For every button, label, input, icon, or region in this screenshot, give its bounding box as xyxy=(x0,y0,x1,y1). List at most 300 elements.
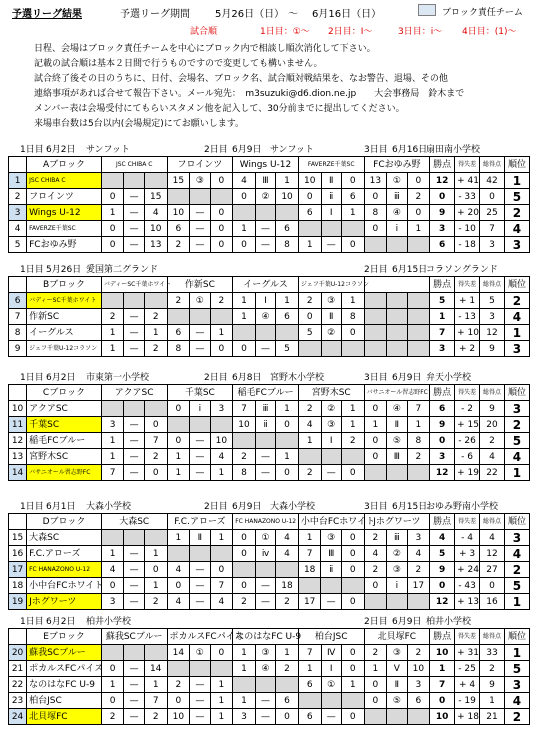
score-cell: 8 xyxy=(407,433,430,449)
score-cell: 7 xyxy=(233,401,256,417)
goal-diff-value: - 25 xyxy=(455,661,480,677)
score-cell: ③ xyxy=(190,173,210,189)
score-cell: 1 xyxy=(276,645,299,661)
team-name: 蘇我SCブルー xyxy=(27,645,102,661)
goals-for-value: 2 xyxy=(480,433,505,449)
team-number: 22 xyxy=(9,677,27,693)
score-cell xyxy=(321,693,341,709)
score-cell: ② xyxy=(255,189,275,205)
dayinfo-text: 1日目 xyxy=(20,145,44,155)
score-cell: 3 xyxy=(101,417,124,433)
score-cell xyxy=(101,401,124,417)
score-cell: ④ xyxy=(255,309,275,325)
score-cell xyxy=(341,693,364,709)
score-cell xyxy=(407,293,430,309)
row-number-header xyxy=(9,277,27,293)
opponent-column-header: バサニオール習志野FC xyxy=(364,385,430,401)
score-cell xyxy=(190,309,210,325)
score-cell: 10 xyxy=(407,661,430,677)
goals-for-value: 2 xyxy=(480,661,505,677)
rank-value: 2 xyxy=(504,417,529,433)
block-table xyxy=(8,384,530,481)
opponent-column-header: Jホグワーツ xyxy=(364,514,430,530)
goal-diff-value: + 31 xyxy=(455,645,480,661)
points-value: 0 xyxy=(430,433,455,449)
points-value: 5 xyxy=(430,293,455,309)
score-cell: 10 xyxy=(298,173,321,189)
score-cell: 3 xyxy=(210,401,233,417)
score-cell: 1 xyxy=(407,221,430,237)
team-name: フロインツ xyxy=(27,189,102,205)
score-cell: 17 xyxy=(298,594,321,610)
team-row xyxy=(9,189,530,205)
score-cell: 1 xyxy=(298,661,321,677)
score-cell: 0 xyxy=(233,237,256,253)
block-section xyxy=(8,370,530,481)
score-cell: 4 xyxy=(144,205,167,221)
team-number: 16 xyxy=(9,546,27,562)
score-cell xyxy=(124,401,144,417)
points-header: 勝点 xyxy=(430,514,455,530)
goals-for-value: 4 xyxy=(480,530,505,546)
goals-for-value: 4 xyxy=(480,449,505,465)
score-cell: 2 xyxy=(210,293,233,309)
dayinfo-text: 2日目 xyxy=(204,145,228,155)
score-cell: 6 xyxy=(167,325,190,341)
goals-for-value: 12 xyxy=(480,325,505,341)
points-value: 9 xyxy=(430,417,455,433)
score-cell xyxy=(101,645,124,661)
rank-value: 4 xyxy=(504,449,529,465)
score-cell: — xyxy=(190,341,210,357)
score-cell xyxy=(407,465,430,481)
dayinfo-text: 6月9日 xyxy=(392,373,422,383)
header xyxy=(0,0,538,132)
score-cell: — xyxy=(321,709,341,725)
score-cell xyxy=(276,677,299,693)
team-row xyxy=(9,433,530,449)
score-cell xyxy=(387,594,407,610)
score-cell: 2 xyxy=(298,293,321,309)
score-cell: 0 xyxy=(233,546,256,562)
score-cell: 1 xyxy=(298,530,321,546)
team-row xyxy=(9,401,530,417)
score-cell: 1 xyxy=(101,449,124,465)
score-cell: 6 xyxy=(298,677,321,693)
rank-header: 順位 xyxy=(504,629,529,645)
goals-for-value: 3 xyxy=(480,309,505,325)
row-number-header xyxy=(9,629,27,645)
score-cell xyxy=(298,578,321,594)
dayinfo-text: 愛国第二グランド xyxy=(86,265,159,275)
points-value: 6 xyxy=(430,237,455,253)
score-cell xyxy=(341,221,364,237)
score-cell xyxy=(276,433,299,449)
score-cell: 1 xyxy=(407,417,430,433)
points-value: 12 xyxy=(430,173,455,189)
score-cell: 0 xyxy=(341,661,364,677)
score-cell: 14 xyxy=(167,645,190,661)
dayinfo-text: 1日目 xyxy=(20,617,44,627)
dayinfo-text: 柏井小学校 xyxy=(426,617,472,627)
dayinfo-text: 宮野木小学校 xyxy=(270,373,325,383)
score-cell: 7 xyxy=(101,465,124,481)
goals-for-header: 総得点 xyxy=(480,157,505,173)
order-label: 試合順 xyxy=(190,27,218,37)
team-number: 23 xyxy=(9,693,27,709)
score-cell: ⅳ xyxy=(255,546,275,562)
score-cell xyxy=(321,449,341,465)
period-label: 予選リーグ期間 xyxy=(120,9,190,20)
score-cell: ⅱ xyxy=(321,189,341,205)
points-value: 1 xyxy=(430,661,455,677)
score-cell: Ⅲ xyxy=(387,449,407,465)
score-cell: 2 xyxy=(167,293,190,309)
goal-diff-header: 得失差 xyxy=(455,629,480,645)
dayinfo-text: 6月15日 xyxy=(392,502,428,512)
score-cell: — xyxy=(255,449,275,465)
block-table xyxy=(8,628,530,725)
score-cell: 2 xyxy=(144,594,167,610)
opponent-column-header xyxy=(364,277,430,293)
score-cell: 7 xyxy=(144,693,167,709)
goals-for-header: 総得点 xyxy=(480,385,505,401)
points-value: 0 xyxy=(430,693,455,709)
score-cell: — xyxy=(124,417,144,433)
score-cell: 7 xyxy=(298,546,321,562)
score-cell: 0 xyxy=(364,578,387,594)
block-section xyxy=(8,142,530,253)
team-name: 小中台FCホワイト xyxy=(27,578,102,594)
team-name: 千葉SC xyxy=(27,417,102,433)
block-header-row xyxy=(9,629,530,645)
opponent-column-header: ポカルスFCパイス xyxy=(167,629,233,645)
score-cell: — xyxy=(124,661,144,677)
rank-value: 5 xyxy=(504,578,529,594)
score-cell xyxy=(255,562,275,578)
goal-diff-value: - 19 xyxy=(455,693,480,709)
score-cell: 14 xyxy=(144,661,167,677)
goal-diff-value: + 10 xyxy=(455,325,480,341)
score-cell: 2 xyxy=(276,661,299,677)
goals-for-value: 27 xyxy=(480,562,505,578)
points-value: 3 xyxy=(430,341,455,357)
rank-value: 3 xyxy=(504,341,529,357)
score-cell: 0 xyxy=(210,645,233,661)
team-row xyxy=(9,530,530,546)
team-name: バディーSC千葉ホワイト xyxy=(27,293,102,309)
score-cell: — xyxy=(124,221,144,237)
goals-for-value: 20 xyxy=(480,417,505,433)
points-value: 9 xyxy=(430,205,455,221)
score-cell xyxy=(233,205,256,221)
score-cell: 1 xyxy=(298,433,321,449)
score-cell: — xyxy=(190,677,210,693)
score-cell xyxy=(276,325,299,341)
score-cell xyxy=(167,309,190,325)
score-cell: 8 xyxy=(364,205,387,221)
opponent-column-header: イーグルス xyxy=(233,277,299,293)
dayinfo-text: 1日目 xyxy=(20,265,44,275)
score-cell: ③ xyxy=(387,562,407,578)
score-cell: 4 xyxy=(276,530,299,546)
score-cell: 1 xyxy=(364,661,387,677)
score-cell xyxy=(144,645,167,661)
goals-for-header: 総得点 xyxy=(480,277,505,293)
score-cell: 0 xyxy=(167,693,190,709)
note-line: 試合終了後その日のうちに、日付、会場名、ブロック名、試合順対戦結果を、なお警告、退場、その他 xyxy=(34,74,448,84)
score-cell: 2 xyxy=(167,677,190,693)
score-cell: ① xyxy=(190,645,210,661)
score-cell: 1 xyxy=(276,173,299,189)
score-cell: 10 xyxy=(144,221,167,237)
score-cell xyxy=(124,645,144,661)
score-cell: ① xyxy=(255,530,275,546)
score-cell xyxy=(190,417,210,433)
team-name: FCおゆみ野 xyxy=(27,237,102,253)
score-cell: 1 xyxy=(298,237,321,253)
score-cell: 2 xyxy=(407,449,430,465)
team-row xyxy=(9,709,530,725)
team-name: F.C.アローズ xyxy=(27,546,102,562)
dayinfo-text: サンフット xyxy=(86,145,130,155)
score-cell xyxy=(364,309,387,325)
score-cell: 3 xyxy=(101,594,124,610)
dayinfo-text: 柏井小学校 xyxy=(86,617,132,627)
score-cell: 5 xyxy=(298,325,321,341)
score-cell: 0 xyxy=(407,173,430,189)
team-number: 3 xyxy=(9,205,27,221)
goals-for-value: 9 xyxy=(480,401,505,417)
score-cell: 2 xyxy=(167,237,190,253)
rank-value: 5 xyxy=(504,189,529,205)
score-cell: 6 xyxy=(276,221,299,237)
points-value: 12 xyxy=(430,465,455,481)
score-cell: ⅰ xyxy=(387,578,407,594)
score-cell: Ⅱ xyxy=(387,677,407,693)
score-cell: 1 xyxy=(210,325,233,341)
score-cell: — xyxy=(124,709,144,725)
team-row xyxy=(9,546,530,562)
score-cell: 8 xyxy=(167,341,190,357)
rank-value: 4 xyxy=(504,309,529,325)
score-cell: — xyxy=(190,693,210,709)
score-cell: Ⅲ xyxy=(321,546,341,562)
score-cell: — xyxy=(124,325,144,341)
row-number-header xyxy=(9,157,27,173)
score-cell: Ⅲ xyxy=(255,173,275,189)
points-value: 10 xyxy=(430,645,455,661)
score-cell: 1 xyxy=(276,449,299,465)
points-value: 1 xyxy=(430,309,455,325)
points-value: 4 xyxy=(430,530,455,546)
score-cell: 4 xyxy=(210,594,233,610)
score-cell: — xyxy=(190,205,210,221)
opponent-column-header: フロインツ xyxy=(167,157,233,173)
goal-diff-value: + 3 xyxy=(455,546,480,562)
score-cell xyxy=(387,709,407,725)
score-cell: 0 xyxy=(341,709,364,725)
dayinfo-text: 6月15日 xyxy=(392,265,428,275)
score-cell: 1 xyxy=(276,401,299,417)
team-name: 大森SC xyxy=(27,530,102,546)
score-cell: — xyxy=(124,693,144,709)
team-name: 北貝塚FC xyxy=(27,709,102,725)
score-cell: Ⅳ xyxy=(321,645,341,661)
score-cell: 0 xyxy=(167,433,190,449)
dayinfo-text: 2日目 xyxy=(364,265,388,275)
score-cell xyxy=(364,341,387,357)
score-cell: 0 xyxy=(341,594,364,610)
score-cell: 2 xyxy=(341,433,364,449)
score-cell: — xyxy=(190,578,210,594)
goals-for-header: 総得点 xyxy=(480,514,505,530)
score-cell: 10 xyxy=(233,417,256,433)
dayinfo-text: 6月2日 xyxy=(46,145,76,155)
score-cell: — xyxy=(124,189,144,205)
score-cell xyxy=(210,309,233,325)
score-cell: 13 xyxy=(144,237,167,253)
score-cell: ⅱ xyxy=(255,417,275,433)
score-cell: 0 xyxy=(341,645,364,661)
goal-diff-value: - 2 xyxy=(455,401,480,417)
score-cell xyxy=(407,709,430,725)
score-cell: 0 xyxy=(144,465,167,481)
score-cell: 0 xyxy=(233,189,256,205)
score-cell: — xyxy=(124,449,144,465)
goal-diff-value: + 18 xyxy=(455,709,480,725)
team-row xyxy=(9,449,530,465)
dayinfo-text: 6月2日 xyxy=(46,617,76,627)
dayinfo-text: 1日目 xyxy=(20,373,44,383)
score-cell xyxy=(255,433,275,449)
score-cell: 0 xyxy=(210,237,233,253)
score-cell: 4 xyxy=(407,546,430,562)
team-name: ポカルスFCパイス xyxy=(27,661,102,677)
block-section xyxy=(8,262,530,357)
points-value: 3 xyxy=(430,221,455,237)
score-cell: 1 xyxy=(233,293,256,309)
score-cell: ⅰ xyxy=(387,221,407,237)
goal-diff-value: + 13 xyxy=(455,594,480,610)
score-cell: 0 xyxy=(407,205,430,221)
score-cell xyxy=(101,293,124,309)
score-cell: 2 xyxy=(144,449,167,465)
team-row xyxy=(9,661,530,677)
opponent-column-header: FCおゆみ野 xyxy=(364,157,430,173)
score-cell xyxy=(210,661,233,677)
team-name: FAVERZE千葉SC xyxy=(27,221,102,237)
dayinfo-text: 3日目 xyxy=(364,373,388,383)
dayinfo-text: 6月8日 xyxy=(232,373,262,383)
score-cell: 1 xyxy=(341,677,364,693)
team-row xyxy=(9,677,530,693)
goal-diff-value: + 24 xyxy=(455,562,480,578)
score-cell xyxy=(387,293,407,309)
score-cell xyxy=(364,293,387,309)
score-cell xyxy=(167,417,190,433)
opponent-column-header: FC HANAZONO U-12 xyxy=(233,514,299,530)
score-cell: 1 xyxy=(144,677,167,693)
goal-diff-value: - 33 xyxy=(455,189,480,205)
page-title: 予選リーグ結果 xyxy=(12,9,82,20)
score-cell: 1 xyxy=(341,205,364,221)
score-cell: 1 xyxy=(364,417,387,433)
team-number: 1 xyxy=(9,173,27,189)
dayinfo-text: 6月2日 xyxy=(46,373,76,383)
score-cell: Ⅰ xyxy=(321,205,341,221)
score-cell xyxy=(255,677,275,693)
score-cell: 0 xyxy=(276,465,299,481)
team-name: 柏台JSC xyxy=(27,693,102,709)
score-cell: 0 xyxy=(364,693,387,709)
score-cell: 0 xyxy=(341,530,364,546)
score-cell xyxy=(407,325,430,341)
score-cell: ④ xyxy=(387,205,407,221)
score-cell: 10 xyxy=(276,189,299,205)
score-cell xyxy=(255,205,275,221)
score-cell: 1 xyxy=(101,341,124,357)
score-cell: ⅲ xyxy=(387,189,407,205)
opponent-column-header: アクアSC xyxy=(101,385,167,401)
goals-for-value: 1 xyxy=(480,693,505,709)
goals-for-value: 12 xyxy=(480,546,505,562)
score-cell: 1 xyxy=(101,677,124,693)
score-cell: 2 xyxy=(407,645,430,661)
score-cell: 0 xyxy=(364,677,387,693)
score-cell: 0 xyxy=(233,341,256,357)
goal-diff-header: 得失差 xyxy=(455,514,480,530)
goal-diff-header: 得失差 xyxy=(455,157,480,173)
note-line: メンバー表は会場受付にてもらいスタメン他を記入して、30分前までに提出してください。 xyxy=(34,104,405,114)
score-cell xyxy=(233,433,256,449)
goals-for-value: 7 xyxy=(480,221,505,237)
score-cell: 7 xyxy=(144,433,167,449)
dayinfo-text: 大森小学校 xyxy=(86,502,132,512)
block-table xyxy=(8,156,530,253)
score-cell: 2 xyxy=(364,645,387,661)
team-row xyxy=(9,221,530,237)
points-value: 0 xyxy=(430,578,455,594)
rank-value: 5 xyxy=(504,661,529,677)
team-name: 宮野木SC xyxy=(27,449,102,465)
score-cell: 17 xyxy=(407,578,430,594)
score-cell: 2 xyxy=(144,309,167,325)
rank-value: 1 xyxy=(504,325,529,341)
score-cell: 10 xyxy=(167,205,190,221)
score-cell: 8 xyxy=(341,309,364,325)
score-cell: — xyxy=(124,578,144,594)
score-cell: ④ xyxy=(255,661,275,677)
score-cell: — xyxy=(190,221,210,237)
team-row xyxy=(9,325,530,341)
goal-diff-value: + 15 xyxy=(455,417,480,433)
score-cell: Ⅴ xyxy=(387,661,407,677)
block-dayinfo xyxy=(8,614,530,628)
score-cell: — xyxy=(124,546,144,562)
rank-value: 3 xyxy=(504,530,529,546)
team-number: 5 xyxy=(9,237,27,253)
score-cell: 0 xyxy=(364,221,387,237)
score-cell xyxy=(298,221,321,237)
score-cell xyxy=(144,293,167,309)
score-cell: 2 xyxy=(101,709,124,725)
score-cell xyxy=(210,546,233,562)
score-cell: 2 xyxy=(364,562,387,578)
period-end: 6月16日（日） xyxy=(312,9,382,20)
score-cell xyxy=(407,341,430,357)
score-cell: — xyxy=(190,449,210,465)
